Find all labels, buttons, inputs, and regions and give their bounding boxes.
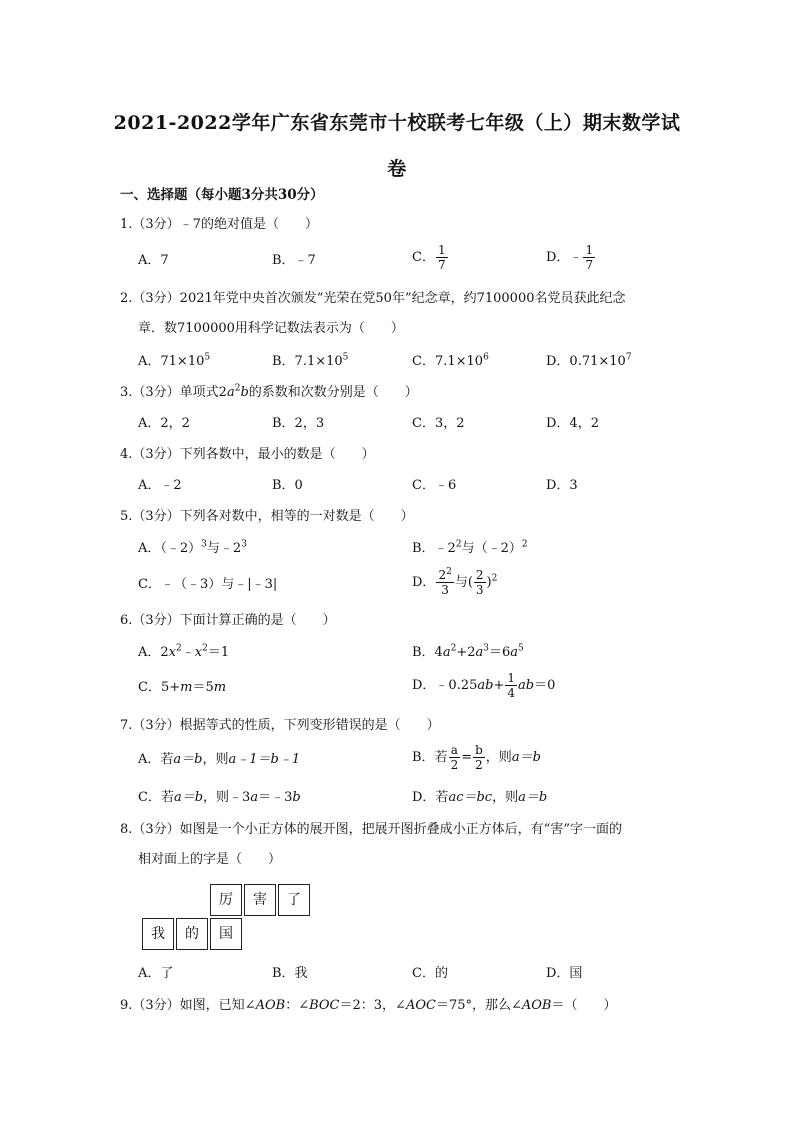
q9-value: ＝75°，那么∠ xyxy=(435,998,522,1013)
q5-option-b xyxy=(412,540,528,558)
q6-c-m2: m xyxy=(213,680,227,695)
q5-d-post: ) xyxy=(486,575,492,590)
q6-a-x2: x xyxy=(194,645,203,660)
question-2-stem-1: 2.（3分）2021年党中央首次颁发“光荣在党50年”纪念章，约7100000名党员获此纪念 xyxy=(120,291,626,306)
q9-pre: 9.（3分）如图，已知∠ xyxy=(120,998,256,1013)
q7-a-eq: a＝b xyxy=(173,752,203,767)
question-8-stem-1: 8.（3分）如图是一个小正方体的展开图，把展开图折叠成小正方体后，有“害”字一面的 xyxy=(120,822,622,837)
q6-d-ab2: ab xyxy=(518,678,535,693)
q6-a-exp1: 2 xyxy=(176,643,182,654)
q7-b-res: a＝b xyxy=(511,750,541,765)
q7-b-den1: 2 xyxy=(450,758,459,772)
q5-b-pre: B．﹣2 xyxy=(412,541,456,556)
q7-b-pre: B．若 xyxy=(412,750,448,765)
q9-post: ＝（ ） xyxy=(551,998,617,1013)
q6-d-plus: + xyxy=(493,678,505,693)
q9-angle1: AOB xyxy=(255,998,286,1013)
question-4-stem: 4.（3分）下列各数中，最小的数是（ ） xyxy=(120,447,375,462)
q5-b-exp2: 2 xyxy=(521,539,528,550)
q7-c-res: ＝﹣3 xyxy=(258,790,293,805)
q7-d-eq: ac＝bc xyxy=(448,790,493,805)
q3-exp: 2 xyxy=(234,383,241,394)
q2-option-b xyxy=(272,353,348,371)
q7-c-eq: a＝b xyxy=(173,790,204,805)
q6-b-a1: a xyxy=(442,645,451,660)
q7-b-frac1 xyxy=(449,743,461,772)
cube-net-figure xyxy=(142,884,314,954)
q6-c-pre: C．5+ xyxy=(138,680,181,695)
q5-d-exp: 2 xyxy=(491,573,498,584)
q6-a-x1: x xyxy=(168,645,177,660)
q5-option-d xyxy=(412,568,497,597)
q7-c-b: b xyxy=(292,790,301,805)
q9-angle3: AOC xyxy=(405,998,436,1013)
q5-a-exp1: 3 xyxy=(201,539,207,550)
q5-d-pre: D． xyxy=(412,575,436,590)
question-3-stem xyxy=(120,384,418,402)
q7-option-a xyxy=(138,751,300,769)
q7-option-c xyxy=(138,789,301,807)
q6-a-post: ＝1 xyxy=(207,645,230,660)
q8-option-c: C．的 xyxy=(412,966,448,981)
q7-d-pre: D．若 xyxy=(412,790,449,805)
q6-d-ab: ab xyxy=(477,678,494,693)
q1-option-b: B．﹣7 xyxy=(272,253,316,268)
q5-b-exp1: 2 xyxy=(455,539,462,550)
q1-c-den: 7 xyxy=(437,258,446,272)
q6-b-eq: ＝6 xyxy=(489,645,511,660)
q8-option-d: D．国 xyxy=(546,966,583,981)
q1-d-fraction xyxy=(583,243,595,272)
q8-option-a: A．了 xyxy=(138,966,174,981)
q1-c-fraction xyxy=(436,243,448,272)
q6-b-mid: +2 xyxy=(456,645,476,660)
q7-d-mid: ，则 xyxy=(492,790,519,805)
net-cell: 害 xyxy=(244,884,276,916)
q5-d-frac2 xyxy=(474,568,486,597)
q5-d-frac1 xyxy=(436,568,453,597)
q1-option-d-label: D．﹣ xyxy=(546,250,583,265)
q5-a-mid: 与﹣2 xyxy=(206,541,242,556)
q1-option-c-label: C． xyxy=(412,250,435,265)
question-2-stem-2: 章．数7100000用科学记数法表示为（ ） xyxy=(138,321,404,336)
q5-d-mid: 与( xyxy=(454,575,473,590)
q6-b-a3: a xyxy=(510,645,519,660)
q2-b-exp: 5 xyxy=(342,352,349,363)
q5-d-num2: 2 xyxy=(475,568,484,582)
q5-option-c: C．﹣（﹣3）与﹣|﹣3| xyxy=(138,577,278,592)
q5-a-pre: A．（﹣2） xyxy=(138,541,202,556)
q4-option-c: C．﹣6 xyxy=(412,478,457,493)
q7-option-d xyxy=(412,789,547,807)
q6-a-pre: A．2 xyxy=(138,645,169,660)
q2-b-base: B．7.1×10 xyxy=(272,354,343,369)
title-line-1: 2021-2022学年广东省东莞市十校联考七年级（上）期末数学试 xyxy=(113,112,681,134)
q7-a-res: a﹣1＝b﹣1 xyxy=(228,752,301,767)
q3-option-b: B．2，3 xyxy=(272,416,325,431)
q5-d-frac1-num xyxy=(436,568,453,583)
q1-c-num: 1 xyxy=(437,243,446,257)
q1-d-num: 1 xyxy=(585,243,594,257)
q6-c-m: m xyxy=(180,680,193,695)
q6-d-den: 4 xyxy=(507,686,515,700)
q6-option-d xyxy=(412,671,555,700)
q6-option-c xyxy=(138,679,226,697)
q5-d-den2: 3 xyxy=(475,583,484,597)
q9-sep: ：∠ xyxy=(285,998,310,1013)
q7-b-num1: a xyxy=(449,743,461,758)
q7-option-b xyxy=(412,743,541,772)
q7-a-mid: ，则 xyxy=(202,752,229,767)
q7-c-pre: C．若 xyxy=(138,790,174,805)
q7-c-a: a xyxy=(250,790,259,805)
q6-option-b xyxy=(412,644,524,662)
q7-c-mid: ，则﹣3 xyxy=(203,790,251,805)
question-5-stem: 5.（3分）下列各对数中，相等的一对数是（ ） xyxy=(120,509,414,524)
question-7-stem: 7.（3分）根据等式的性质，下列变形错误的是（ ） xyxy=(120,718,440,733)
q3-option-c: C．3，2 xyxy=(412,416,465,431)
q5-a-exp2: 3 xyxy=(241,539,247,550)
q2-option-a xyxy=(138,353,210,371)
question-8-stem-2: 相对面上的字是（ ） xyxy=(138,852,282,867)
q7-b-den2: 2 xyxy=(475,758,483,772)
question-9-stem xyxy=(120,997,617,1015)
q3-stem-pre: 3.（3分）单项式2 xyxy=(120,385,227,400)
net-cell: 国 xyxy=(210,918,242,950)
q6-b-exp2: 3 xyxy=(483,643,489,654)
net-cell: 我 xyxy=(142,918,174,950)
q5-d-num-exp: 2 xyxy=(446,567,452,577)
q6-d-fraction xyxy=(505,671,517,700)
q9-ratio: ＝2：3，∠ xyxy=(339,998,406,1013)
net-cell: 厉 xyxy=(210,884,242,916)
q9-angle2: BOC xyxy=(309,998,340,1013)
q7-b-num2: b xyxy=(475,743,483,757)
q2-option-c xyxy=(412,353,489,371)
q2-d-exp: 7 xyxy=(625,352,632,363)
q3-var-a: a xyxy=(226,385,235,400)
q7-d-res: a＝b xyxy=(518,790,548,805)
q4-option-d: D．3 xyxy=(546,478,578,493)
q2-a-exp: 5 xyxy=(204,352,211,363)
q6-b-exp1: 2 xyxy=(450,643,457,654)
title-line-2: 卷 xyxy=(387,158,407,180)
q6-b-exp3: 5 xyxy=(518,643,524,654)
q1-d-den: 7 xyxy=(585,258,594,272)
q2-c-base: C．7.1×10 xyxy=(412,354,484,369)
section-heading: 一、选择题（每小题3分共30分） xyxy=(120,187,324,203)
q6-c-eq: ＝5 xyxy=(192,680,214,695)
q2-d-base: D．0.71×10 xyxy=(546,354,626,369)
q6-d-post: ＝0 xyxy=(534,678,556,693)
q5-d-den: 3 xyxy=(441,583,449,597)
q7-b-frac2 xyxy=(473,743,485,772)
q6-a-exp2: 2 xyxy=(202,643,208,654)
q5-option-a xyxy=(138,540,247,558)
q3-option-d: D．4，2 xyxy=(546,416,599,431)
q7-b-mid: ，则 xyxy=(485,750,512,765)
q6-b-pre: B．4 xyxy=(412,645,443,660)
exam-title xyxy=(100,100,694,192)
q6-d-num: 1 xyxy=(507,671,515,685)
q3-option-a: A．2，2 xyxy=(138,416,190,431)
q9-angle4: AOB xyxy=(521,998,552,1013)
net-cell: 的 xyxy=(176,918,208,950)
q5-d-num: 2 xyxy=(438,568,447,582)
q6-option-a xyxy=(138,644,229,662)
q1-option-a: A．7 xyxy=(138,253,169,268)
question-6-stem: 6.（3分）下面计算正确的是（ ） xyxy=(120,613,336,628)
q2-c-exp: 6 xyxy=(483,352,489,363)
question-1-stem: 1.（3分）﹣7的绝对值是（ ） xyxy=(120,217,318,232)
q1-option-c xyxy=(412,243,449,272)
q7-b-eqs: = xyxy=(461,750,473,765)
q7-a-pre: A．若 xyxy=(138,752,174,767)
q2-option-d xyxy=(546,353,632,371)
q2-a-base: A．71×10 xyxy=(138,354,205,369)
q1-option-d xyxy=(546,243,596,272)
q6-d-pre: D．﹣0.25 xyxy=(412,678,478,693)
q3-var-b: b xyxy=(240,385,249,400)
q8-option-b: B．我 xyxy=(272,966,308,981)
q4-option-b: B．0 xyxy=(272,478,303,493)
q4-option-a: A．﹣2 xyxy=(138,478,182,493)
net-cell: 了 xyxy=(278,884,310,916)
q3-stem-post: 的系数和次数分别是（ ） xyxy=(248,385,418,400)
q6-a-mid: ﹣ xyxy=(181,645,195,660)
q6-b-a2: a xyxy=(475,645,484,660)
q5-b-mid: 与（﹣2） xyxy=(461,541,522,556)
